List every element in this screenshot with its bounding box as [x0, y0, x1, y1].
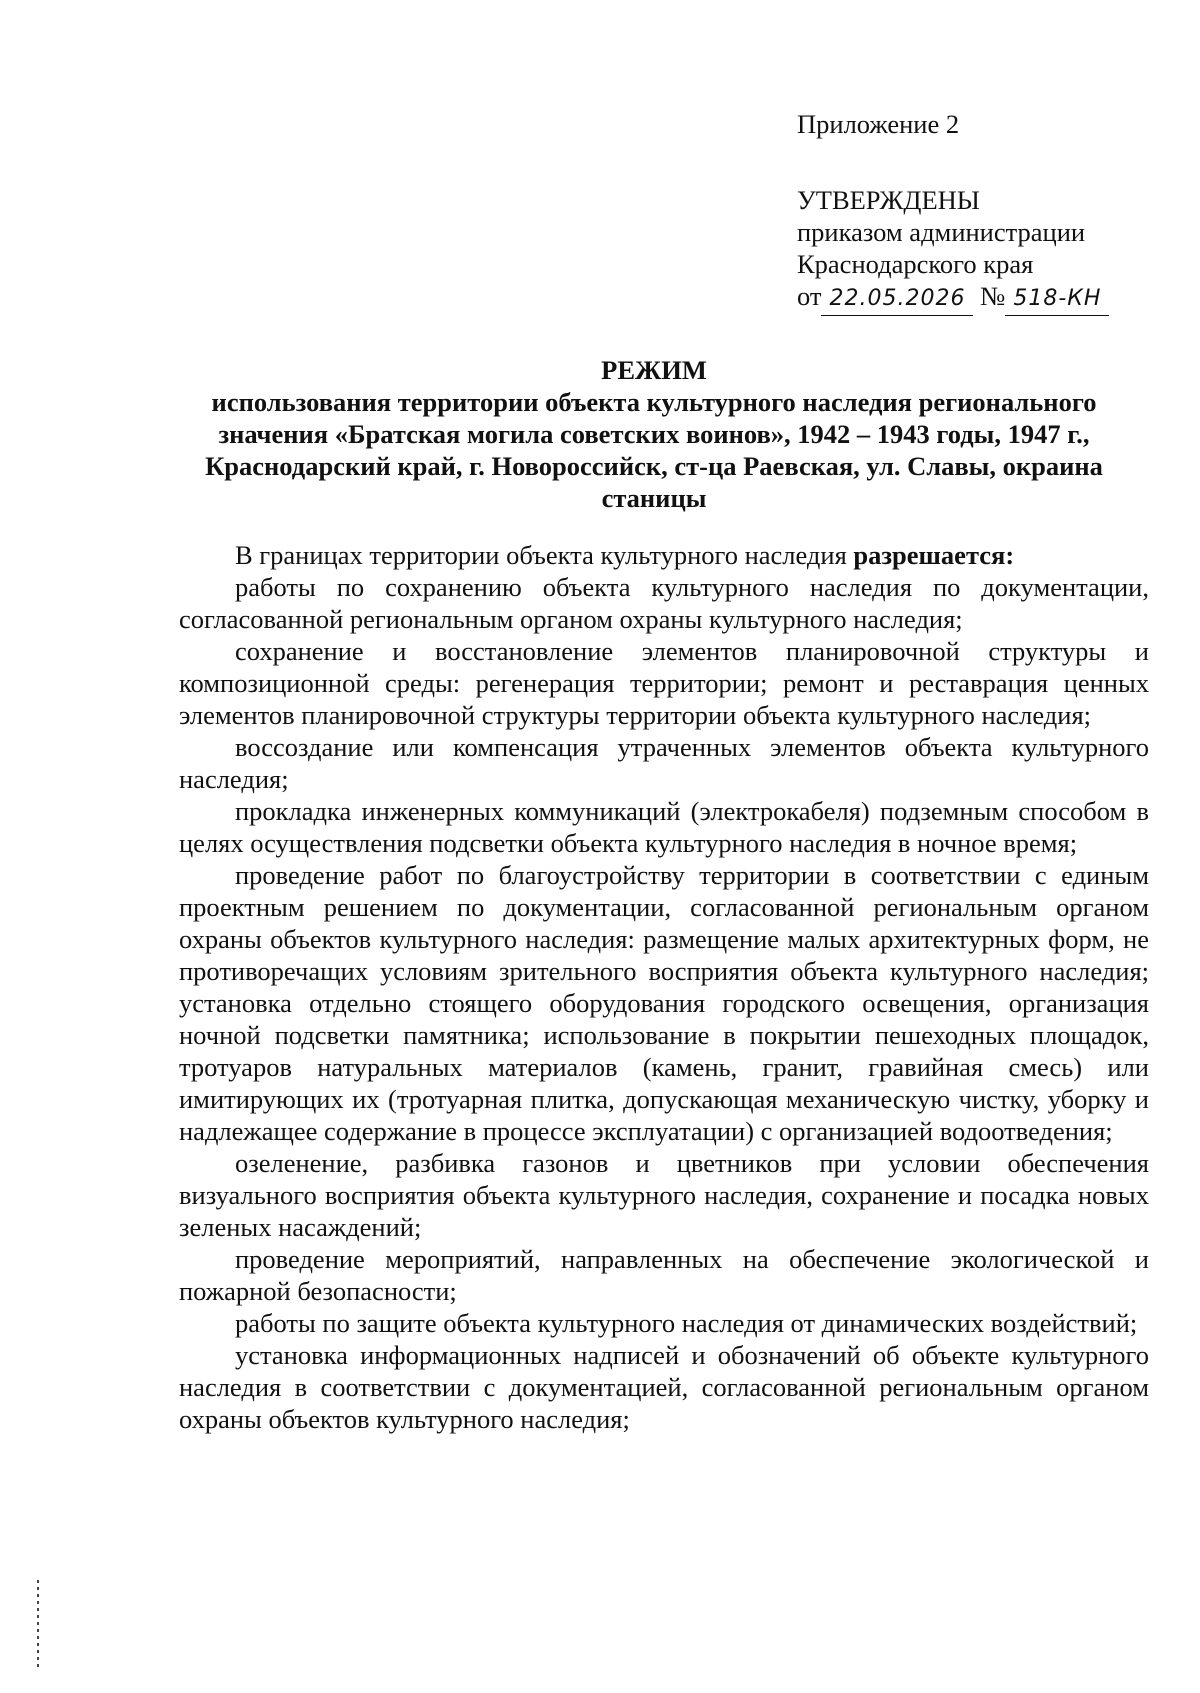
list-item: воссоздание или компенсация утраченных элементов объекта культурного наследия; [179, 732, 1149, 794]
handwritten-number: 518-КН [1005, 283, 1109, 316]
document-title [160, 354, 1148, 514]
list-item: проведение мероприятий, направленных на обеспечение экологической и пожарной безопасности; [179, 1244, 1149, 1306]
lead-text: В границах территории объекта культурного наследия [235, 540, 854, 570]
date-number-line [797, 280, 1157, 316]
list-item: проведение работ по благоустройству территории в соответствии с единым проектным решением по документации, согласованной региональным органом охраны объектов культурного наследия: размещение малых архитектурных форм, не противоречащих условиям зрительного восприятия объекта культурного наследия; установка отдельно стоящего оборудования городского освещения, организация ночной подсветки памятника; использование в покрытии пешеходных площадок, тротуаров натуральных материалов (камень, гранит, гравийная смесь) или имитирующих их (тротуарная плитка, допускающая механическую чистку, уборку и надлежащее содержание в процессе эксплуатации) с организацией водоотведения; [179, 860, 1149, 1146]
list-item: озеленение, разбивка газонов и цветников при условии обеспечения визуального восприятия объекта культурного наследия, сохранение и посадка новых зеленых насаждений; [179, 1148, 1149, 1242]
document-body [179, 539, 1149, 1435]
order-line-1: приказом администрации [797, 217, 1086, 247]
lead-bold: разрешается: [853, 540, 1015, 570]
handwritten-date: 22.05.2026 [821, 283, 973, 316]
lead-paragraph [179, 539, 1149, 571]
title-subtitle: использования территории объекта культурного наследия регионального значения «Братская могила советских воинов», 1942 – 1943 годы, 1947 г., Краснодарский край, г. Новороссийск, ст-ца Раевская, ул. Славы, окраина станицы [205, 387, 1103, 513]
list-item: установка информационных надписей и обозначений об объекте культурного наследия в соответствии с документацией, согласованной региональным органом охраны объектов культурного наследия; [179, 1340, 1149, 1434]
list-item: сохранение и восстановление элементов планировочной структуры и композиционной среды: регенерация территории; ремонт и реставрация ценных элементов планировочной структуры территории объекта культурного наследия; [179, 636, 1149, 730]
title-main: РЕЖИМ [601, 355, 707, 385]
order-line-2: Краснодарского края [797, 249, 1034, 279]
date-prefix: от [797, 281, 822, 311]
approval-block [797, 108, 1157, 316]
list-item: работы по сохранению объекта культурного наследия по документации, согласованной региональным органом охраны культурного наследия; [179, 572, 1149, 634]
appendix-label: Приложение 2 [797, 109, 960, 139]
scan-edge-mark [37, 1580, 39, 1670]
approved-label: УТВЕРЖДЕНЫ [797, 185, 980, 215]
list-item: работы по защите объекта культурного наследия от динамических воздействий; [235, 1308, 1138, 1338]
number-prefix: № [980, 281, 1006, 311]
list-item: прокладка инженерных коммуникаций (электрокабеля) подземным способом в целях осуществления подсветки объекта культурного наследия в ночное время; [179, 796, 1149, 858]
